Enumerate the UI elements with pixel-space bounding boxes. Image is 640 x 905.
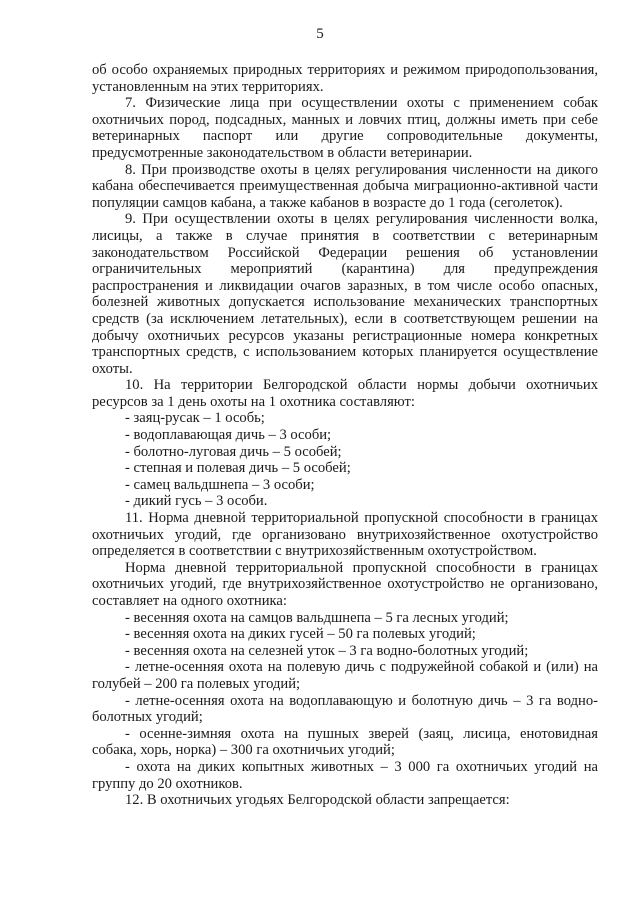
list-item: - болотно-луговая дичь – 5 особей; xyxy=(125,443,342,460)
list-item: - охота на диких копытных животных – 3 000 га охотничьих угодий на группу до 20 охотников. xyxy=(92,758,598,792)
list-item: - заяц-русак – 1 особь; xyxy=(125,410,265,427)
list-item: - весенняя охота на селезней уток – 3 га водно-болотных угодий; xyxy=(125,642,529,659)
paragraph-continuation: об особо охраняемых природных территориях и режимом природопользования, установленным на этих территориях. xyxy=(92,62,598,95)
list-item: - весенняя охота на самцов вальдшнепа – 5 га лесных угодий; xyxy=(125,609,509,626)
paragraph-8: 8. При производстве охоты в целях регулирования численности на дикого кабана обеспечивается преимущественная добыча миграционно-активной части популяции самцов кабана, а также кабанов в возрасте до 1 года (сеголеток). xyxy=(92,161,598,211)
list-item: - летне-осенняя охота на водоплавающую и болотную дичь – 3 га водно-болотных угодий; xyxy=(92,692,598,726)
paragraph-11: 11. Норма дневной территориальной пропускной способности в границах охотничьих угодий, где организовано внутрихозяйственное охотустройство определяется в соответствии с внутрихозяйственным охотустройством. xyxy=(92,510,598,560)
list-item: - дикий гусь – 3 особи. xyxy=(125,493,268,510)
list-item: - степная и полевая дичь – 5 особей; xyxy=(125,460,351,477)
capacity-list xyxy=(92,610,598,793)
list-item: - самец вальдшнепа – 3 особи; xyxy=(125,476,315,493)
document-body xyxy=(92,62,598,809)
page-number: 5 xyxy=(316,26,324,42)
paragraph-12: 12. В охотничьих угодьях Белгородской области запрещается: xyxy=(125,792,510,809)
hunting-norms-list xyxy=(92,410,598,510)
list-item: - весенняя охота на диких гусей – 50 га полевых угодий; xyxy=(125,626,476,643)
paragraph-7: 7. Физические лица при осуществлении охоты с применением собак охотничьих пород, подсадных, манных и ловчих птиц, должны иметь при себе ветеринарных паспорт или другие сопроводительные документы, предусмотренные законодательством в области ветеринарии. xyxy=(92,95,598,161)
list-item: - водоплавающая дичь – 3 особи; xyxy=(125,427,332,444)
list-item: - осенне-зимняя охота на пушных зверей (заяц, лисица, енотовидная собака, хорь, норка) – 300 га охотничьих угодий; xyxy=(92,725,598,759)
list-item: - летне-осенняя охота на полевую дичь с подружейной собакой и (или) на голубей – 200 га полевых угодий; xyxy=(92,659,598,692)
paragraph-10: 10. На территории Белгородской области нормы добычи охотничьих ресурсов за 1 день охоты на 1 охотника составляют: xyxy=(92,377,598,410)
paragraph-9: 9. При осуществлении охоты в целях регулирования численности волка, лисицы, а также в случае принятия в соответствии с ветеринарным законодательством Российской Федерации решения об установлении ограничительных мероприятий (карантина) для предупреждения распространения и ликвидации очагов заразных, в том числе особо опасных, болезней животных допускается использование механических транспортных средств (за исключением летательных), если в соответствующем решении на добычу охотничьих ресурсов указаны регистрационные номера конкретных транспортных средств, с использованием которых планируется осуществление охоты. xyxy=(92,211,598,377)
paragraph-capacity-intro: Норма дневной территориальной пропускной способности в границах охотничьих угодий, где внутрихозяйственное охотустройство не организовано, составляет на одного охотника: xyxy=(92,559,598,609)
